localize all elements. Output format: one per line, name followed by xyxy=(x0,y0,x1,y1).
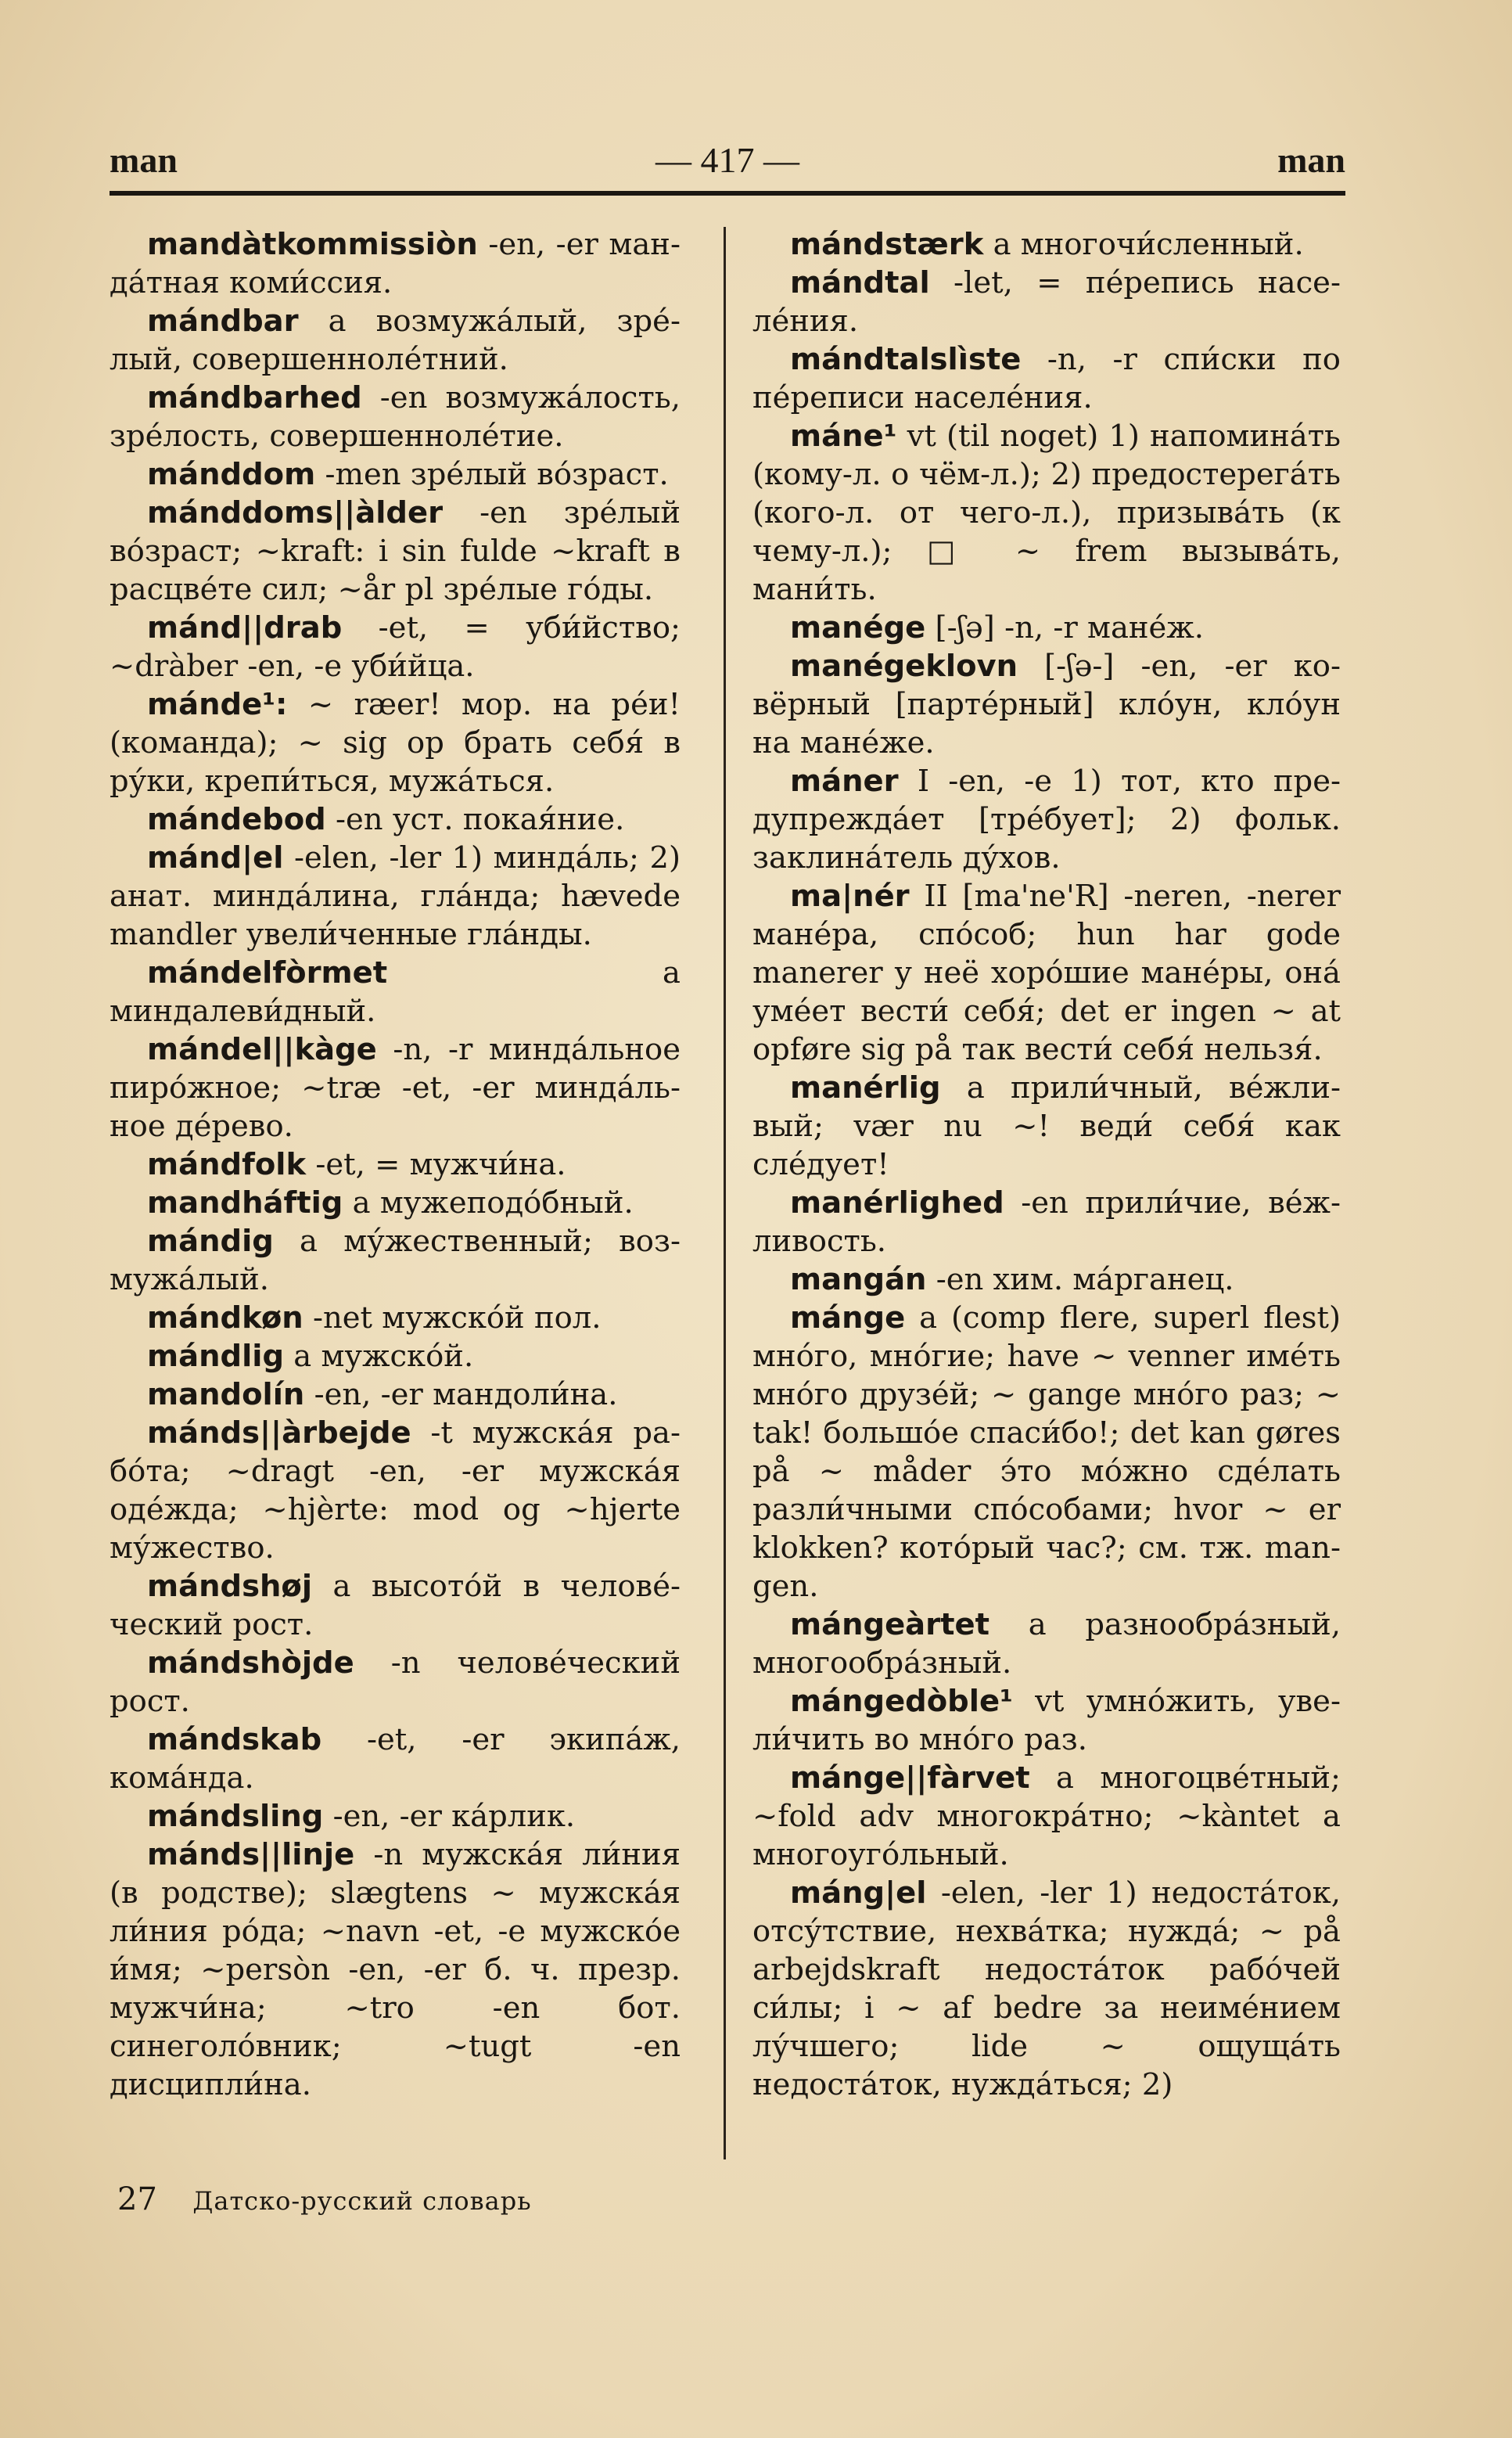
entry-definition: -n, -r минда́льное пиро́жное; ~træ -et, -er минда́льное дéрево. xyxy=(110,1032,681,1144)
entry-headword: manégeklovn xyxy=(790,649,1018,684)
entry-headword: mánd||drab xyxy=(147,610,343,645)
dictionary-entry xyxy=(110,1030,681,1145)
dictionary-entry xyxy=(110,1337,681,1375)
dictionary-entry xyxy=(110,685,681,800)
entry-headword: mándfolk xyxy=(147,1147,307,1182)
entry-definition: a многоцвéтный; ~fold adv многокра́тно; ~kàntet a многоуго́льный. xyxy=(752,1760,1341,1872)
entry-definition: -elen, -ler 1) минда́ль; 2) анат. минда́лина, гла́нда; hævede mandler увели́ченные гла́нды. xyxy=(110,840,681,952)
entry-definition: vt (til noget) 1) напомина́ть (кому-л. о чём-л.); 2) предостерега́ть (кого-л. от чего-л.), призыва́ть (к чему-л.); □ ~ frem вызыва́ть, мани́ть. xyxy=(752,419,1341,607)
entry-definition: -en хим. ма́рганец. xyxy=(936,1262,1234,1297)
entry-definition: -men зре́лый во́зраст. xyxy=(325,457,669,492)
dictionary-entry xyxy=(752,1606,1341,1682)
entry-definition: -net мужско́й пол. xyxy=(312,1300,602,1336)
entry-definition: -en, -er мандоли́на. xyxy=(314,1377,618,1412)
entry-headword: mánde¹: xyxy=(147,687,288,722)
dictionary-entry xyxy=(752,647,1341,762)
entry-definition: a возмужа́лый, зре́лый, совершеннолéтний. xyxy=(110,304,681,377)
dictionary-entry xyxy=(752,1069,1341,1184)
entry-headword: mándskab xyxy=(147,1722,322,1757)
dictionary-entry xyxy=(752,1260,1341,1299)
entry-definition: -et, = мужчи́на. xyxy=(315,1147,566,1182)
entry-definition: [-ʃə-] -en, -er ковёрный [партéрный] кло́ун, кло́ун на манéже. xyxy=(752,649,1341,761)
entry-headword: mándbarhed xyxy=(147,380,362,415)
dictionary-entry xyxy=(110,1222,681,1299)
entry-headword: mándkøn xyxy=(147,1300,303,1336)
right-guide-word: man xyxy=(1277,140,1345,180)
entry-definition: -en прили́чие, вéжливость. xyxy=(752,1185,1341,1259)
entry-definition: vt умно́жить, увели́чить во мно́го раз. xyxy=(752,1684,1341,1757)
dictionary-entry xyxy=(110,1836,681,2104)
entry-definition: -elen, -ler 1) недоста́ток, отсу́тствие, нехва́тка; нужда́; ~ på arbejdskraft недоста́ток рабо́чей си́лы; i ~ af bedre за неимéнием лу́чшего; lide ~ ощуща́ть недоста́ток, нужда́ться; 2) xyxy=(752,1875,1341,2102)
dictionary-entry xyxy=(110,954,681,1030)
dictionary-entry xyxy=(110,225,681,302)
dictionary-entry xyxy=(110,1184,681,1222)
entry-definition: -en, -er манда́тная коми́ссия. xyxy=(110,227,681,300)
dictionary-entry xyxy=(110,1299,681,1337)
entry-headword: mándig xyxy=(147,1224,274,1259)
entry-headword: mánge||fàrvet xyxy=(790,1760,1030,1796)
entry-headword: mánd|el xyxy=(147,840,284,876)
dictionary-entry xyxy=(752,1299,1341,1606)
dictionary-entry xyxy=(110,494,681,609)
entry-headword: manérlighed xyxy=(790,1185,1004,1221)
header-rule xyxy=(110,191,1345,196)
entry-definition: II [ma'ne'R] -neren, -nerer манéра, спо́соб; hun har gode manerer у неё хоро́шие манéры, она́ умéет вести́ себя́; det er ingen ~ at opføre sig på так вести́ себя́ нельзя́. xyxy=(752,879,1341,1067)
entry-headword: mángeàrtet xyxy=(790,1607,990,1642)
dictionary-entry xyxy=(110,1145,681,1184)
entry-definition: ~ ræer! мор. на рéи! (команда); ~ sig op брать себя́ в ру́ки, крепи́ться, мужа́ться. xyxy=(110,687,681,799)
entry-headword: mangán xyxy=(790,1262,927,1297)
dictionary-entry xyxy=(752,340,1341,417)
entry-headword: máng|el xyxy=(790,1875,927,1911)
entry-headword: mándstærk xyxy=(790,227,984,262)
signature-number: 27 xyxy=(117,2181,157,2217)
entry-headword: mándtal xyxy=(790,265,930,300)
entry-headword: mandolín xyxy=(147,1377,305,1412)
entry-definition: -n мужска́я ли́ния (в родстве); slægtens ~ мужска́я ли́ния ро́да; ~navn -et, -e мужско́е и́мя; ~persòn -en, -er б. ч. презр. мужчи́на; ~tro -en бот. синеголо́вник; ~tugt -en дисципли́на. xyxy=(110,1837,681,2102)
column-divider xyxy=(724,227,726,2159)
running-head xyxy=(110,139,1345,186)
entry-headword: mándebod xyxy=(147,802,326,837)
entry-definition: -et, -er экипа́ж, кома́нда. xyxy=(110,1722,681,1796)
entry-definition: a прили́чный, вéжливый; vær nu ~! веди́ себя́ как слéдует! xyxy=(752,1070,1341,1182)
dictionary-entry xyxy=(110,1721,681,1797)
entry-definition: -en зре́лый во́зраст; ~kraft: i sin fulde ~kraft в расцвéте сил; ~år pl зре́лые го́ды. xyxy=(110,495,681,607)
page-footer xyxy=(117,2181,712,2217)
entry-headword: manége xyxy=(790,610,926,645)
dictionary-entry xyxy=(110,1797,681,1836)
entry-headword: mánddom xyxy=(147,457,316,492)
dictionary-entry xyxy=(110,379,681,455)
entry-definition: -en возмужа́лость, зре́лость, совершеннолéтие. xyxy=(110,380,681,454)
entry-headword: mandàtkommissiòn xyxy=(147,227,478,262)
entry-headword: mándelfòrmet xyxy=(147,955,388,991)
entry-headword: mánddoms||àlder xyxy=(147,495,444,530)
entry-definition: -et, = уби́йство; ~dràber -en, -e уби́йца. xyxy=(110,610,681,684)
entry-headword: máner xyxy=(790,764,899,799)
entry-headword: máne¹ xyxy=(790,419,897,454)
entry-headword: mánds||linje xyxy=(147,1837,355,1872)
signature-title: Датско-русский словарь xyxy=(192,2186,532,2216)
entry-definition: [-ʃə] -n, -r манéж. xyxy=(935,610,1205,645)
dictionary-entry xyxy=(110,1414,681,1567)
entry-headword: manérlig xyxy=(790,1070,941,1106)
dictionary-entry xyxy=(752,762,1341,877)
entry-definition: a мужеподо́бный. xyxy=(352,1185,634,1221)
dictionary-entry xyxy=(110,609,681,685)
dictionary-entry xyxy=(110,455,681,494)
dictionary-entry xyxy=(110,800,681,839)
dictionary-entry xyxy=(752,264,1341,340)
entry-definition: a миндалеви́дный. xyxy=(110,955,681,1029)
entry-definition: -en уст. покая́ние. xyxy=(336,802,625,837)
entry-headword: mánds||àrbejde xyxy=(147,1415,411,1451)
entry-headword: mándlig xyxy=(147,1339,285,1374)
dictionary-entry xyxy=(110,1375,681,1414)
dictionary-entry xyxy=(110,1567,681,1644)
entry-definition: a разнообра́зный, многообра́зный. xyxy=(752,1607,1341,1681)
entry-definition: -t мужска́я рабо́та; ~dragt -en, -er мужска́я одéжда; ~hjèrte: mod og ~hjerte му́жество. xyxy=(110,1415,681,1566)
dictionary-entry xyxy=(110,1644,681,1721)
entry-headword: mándsling xyxy=(147,1799,324,1834)
entry-headword: mándshòjde xyxy=(147,1645,354,1681)
dictionary-entry xyxy=(752,1759,1341,1874)
entry-headword: mándel||kàge xyxy=(147,1032,377,1067)
entry-definition: a му́жественный; возмужа́лый. xyxy=(110,1224,681,1297)
right-column xyxy=(752,225,1341,2104)
dictionary-entry xyxy=(752,417,1341,609)
entry-headword: mandháftig xyxy=(147,1185,343,1221)
entry-definition: -n, -r спи́ски по пе́реписи населéния. xyxy=(752,342,1341,415)
dictionary-entry xyxy=(752,1874,1341,2104)
dictionary-entry xyxy=(752,1184,1341,1260)
dictionary-entry xyxy=(752,609,1341,647)
entry-headword: mánge xyxy=(790,1300,906,1336)
entry-definition: a высото́й в человéческий рост. xyxy=(110,1569,681,1642)
left-column xyxy=(110,225,681,2104)
dictionary-entry xyxy=(752,1682,1341,1759)
entry-definition: a (comp flere, superl flest) мно́го, мно́гие; have ~ venner имéть мно́го друзéй; ~ gange мно́го раз; ~ tak! большо́е спаси́бо!; det kan gøres på ~ måder э́то мо́жно сдéлать разли́чными спо́собами; hvor ~ er klokken? кото́рый час?; см. тж. mangen. xyxy=(752,1300,1341,1604)
entry-definition: -n человéческий рост. xyxy=(110,1645,681,1719)
entry-headword: mángedòble¹ xyxy=(790,1684,1013,1719)
entry-headword: mándtalslìste xyxy=(790,342,1022,377)
dictionary-entry xyxy=(752,877,1341,1069)
entry-definition: a многочи́сленный. xyxy=(993,227,1304,262)
entry-headword: mándbar xyxy=(147,304,299,339)
left-guide-word: man xyxy=(110,140,178,180)
entry-definition: -en, -er ка́рлик. xyxy=(332,1799,576,1834)
entry-headword: ma|nér xyxy=(790,879,910,914)
dictionary-entry xyxy=(752,225,1341,264)
entry-definition: a мужско́й. xyxy=(293,1339,474,1374)
entry-definition: -let, = пе́репись населéния. xyxy=(752,265,1341,339)
dictionary-entry xyxy=(110,302,681,379)
page-number: — 417 — xyxy=(655,140,799,180)
entry-definition: I -en, -e 1) тот, кто предупреждáет [трéбует]; 2) фольк. заклина́тель ду́хов. xyxy=(752,764,1341,876)
entry-headword: mándshøj xyxy=(147,1569,313,1604)
dictionary-entry xyxy=(110,839,681,954)
